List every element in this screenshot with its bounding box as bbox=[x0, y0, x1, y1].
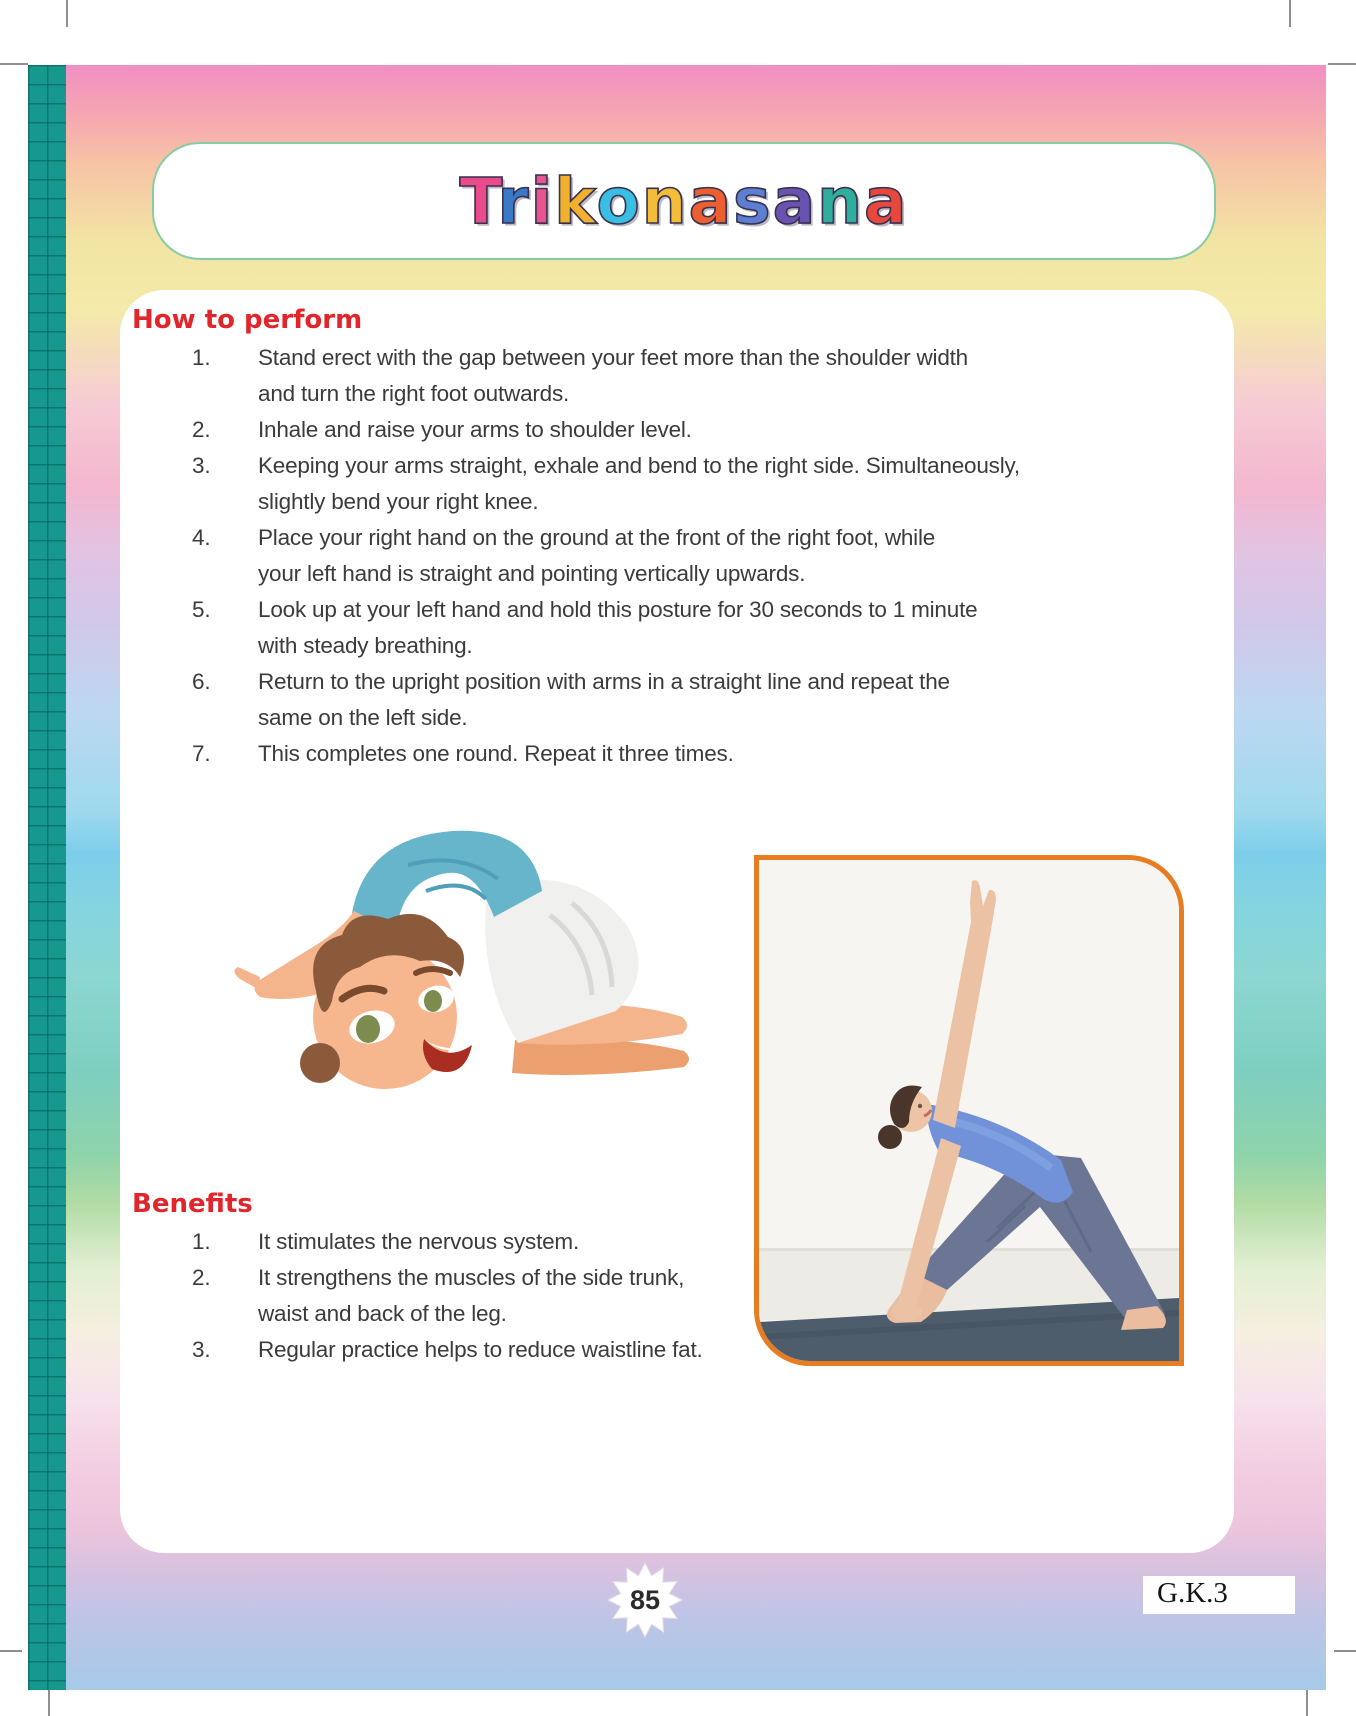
list-item-number: 3. bbox=[192, 1337, 211, 1362]
list-item-number: 4. bbox=[192, 525, 211, 550]
crop-mark bbox=[66, 0, 68, 27]
how-to-perform-list bbox=[132, 340, 1218, 772]
benefits-list bbox=[132, 1224, 732, 1368]
list-item-number: 7. bbox=[192, 741, 211, 766]
rainbow-page-background bbox=[66, 65, 1326, 1690]
list-item bbox=[132, 736, 1218, 772]
page-title bbox=[459, 164, 909, 238]
list-item-text: slightly bend your right knee. bbox=[258, 489, 539, 514]
list-item-text: Look up at your left hand and hold this posture for 30 seconds to 1 minute bbox=[258, 597, 978, 622]
title-letter: i bbox=[530, 164, 555, 238]
page-number: 85 bbox=[629, 1585, 661, 1615]
title-letter: a bbox=[688, 164, 734, 238]
pose-photo-frame bbox=[754, 855, 1184, 1366]
page-number-badge bbox=[606, 1561, 684, 1639]
title-letter: n bbox=[817, 164, 864, 238]
list-item-number: 2. bbox=[192, 417, 211, 442]
list-item-text: with steady breathing. bbox=[258, 633, 473, 658]
list-item bbox=[132, 592, 1218, 664]
how-to-perform-section bbox=[132, 304, 1218, 772]
edition-label: G.K.3 bbox=[1143, 1576, 1295, 1614]
spine-grid-strip bbox=[28, 65, 66, 1690]
list-item-number: 3. bbox=[192, 453, 211, 478]
list-item-text: Regular practice helps to reduce waistline fat. bbox=[258, 1337, 703, 1362]
title-letter: a bbox=[864, 164, 909, 238]
content-card bbox=[120, 290, 1234, 1553]
list-item-text: Inhale and raise your arms to shoulder level. bbox=[258, 417, 692, 442]
list-item-number: 6. bbox=[192, 669, 211, 694]
crop-mark bbox=[1328, 63, 1356, 65]
list-item-text: your left hand is straight and pointing vertically upwards. bbox=[258, 561, 806, 586]
title-letter: k bbox=[554, 164, 597, 238]
list-item-text: It stimulates the nervous system. bbox=[258, 1229, 580, 1254]
list-item-text: and turn the right foot outwards. bbox=[258, 381, 570, 406]
list-item bbox=[132, 340, 1218, 412]
how-to-perform-heading: How to perform bbox=[132, 305, 363, 335]
list-item bbox=[132, 1332, 732, 1368]
title-letter: n bbox=[641, 164, 689, 238]
crop-mark bbox=[1334, 1650, 1356, 1652]
title-letter: T bbox=[459, 164, 498, 238]
list-item-text: Place your right hand on the ground at the front of the right foot, while bbox=[258, 525, 936, 550]
benefits-section bbox=[132, 1188, 732, 1368]
title-letter: r bbox=[497, 164, 531, 238]
title-banner bbox=[152, 142, 1216, 260]
list-item-text: It strengthens the muscles of the side trunk, waist and back of the leg. bbox=[258, 1265, 685, 1326]
list-item bbox=[132, 520, 1218, 592]
list-item bbox=[132, 664, 1218, 736]
list-item bbox=[132, 412, 1218, 448]
list-item-text: Stand erect with the gap between your feet more than the shoulder width bbox=[258, 345, 968, 370]
benefits-heading: Benefits bbox=[132, 1189, 253, 1219]
list-item-number: 1. bbox=[192, 345, 211, 370]
list-item-text: same on the left side. bbox=[258, 705, 468, 730]
title-letter: s bbox=[733, 164, 773, 238]
list-item-number: 5. bbox=[192, 597, 211, 622]
list-item bbox=[132, 1224, 732, 1260]
list-item-text: This completes one round. Repeat it three times. bbox=[258, 741, 734, 766]
list-item bbox=[132, 448, 1218, 520]
list-item-text: Return to the upright position with arms in a straight line and repeat the bbox=[258, 669, 950, 694]
title-letter: a bbox=[772, 164, 818, 238]
cartoon-child-illustration bbox=[220, 795, 700, 1125]
crop-mark bbox=[0, 63, 28, 65]
crop-mark bbox=[0, 1650, 22, 1652]
crop-mark bbox=[48, 1688, 50, 1716]
crop-mark bbox=[1306, 1688, 1308, 1716]
list-item-text: Keeping your arms straight, exhale and bend to the right side. Simultaneously, bbox=[258, 453, 1020, 478]
list-item-number: 2. bbox=[192, 1265, 211, 1290]
list-item-number: 1. bbox=[192, 1229, 211, 1254]
crop-mark bbox=[1289, 0, 1291, 27]
title-letter: o bbox=[596, 164, 642, 238]
list-item bbox=[132, 1260, 732, 1332]
woman-triangle-pose-photo bbox=[759, 860, 1179, 1361]
